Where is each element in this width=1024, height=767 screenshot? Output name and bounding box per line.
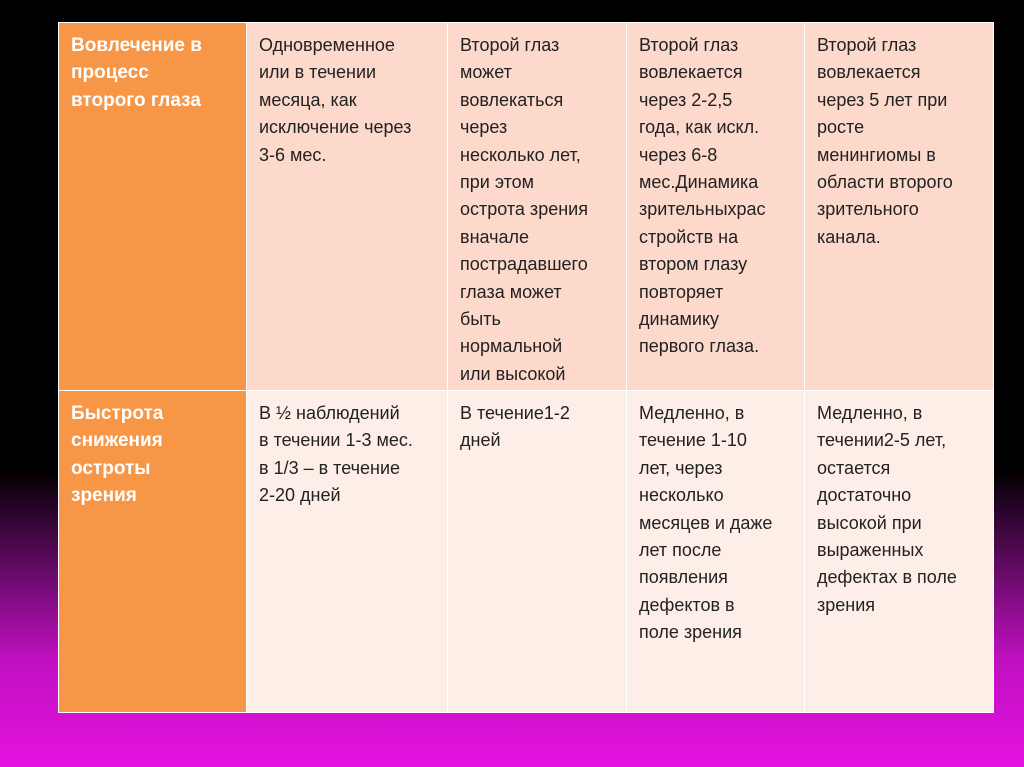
table-cell: В ½ наблюдений в течении 1-3 мес. в 1/3 – в течение 2-20 дней (247, 391, 448, 713)
table-row-second-eye-involvement (59, 23, 994, 391)
row-header: Вовлечение в процесс второго глаза (59, 23, 247, 391)
row-header: Быстрота снижения остроты зрения (59, 391, 247, 713)
table-cell: Медленно, в течении2-5 лет, остается достаточно высокой при выраженных дефектах в поле зрения (805, 391, 994, 713)
table-cell: Медленно, в течение 1-10 лет, через несколько месяцев и даже лет после появления дефектов в поле зрения (627, 391, 805, 713)
table-cell: Второй глаз может вовлекаться через несколько лет, при этом острота зрения вначале пострадавшего глаза может быть нормальной или высокой (448, 23, 627, 391)
table-cell: Одновременное или в течении месяца, как исключение через 3-6 мес. (247, 23, 448, 391)
table-cell: Второй глаз вовлекается через 5 лет при росте менингиомы в области второго зрительного канала. (805, 23, 994, 391)
table-cell: Второй глаз вовлекается через 2-2,5 года, как искл. через 6-8 мес.Динамика зрительныхрас стройств на втором глазу повторяет динамику первого глаза. (627, 23, 805, 391)
table-cell: В течение1-2 дней (448, 391, 627, 713)
comparison-table (58, 22, 994, 713)
table-row-vision-decline-speed (59, 391, 994, 713)
